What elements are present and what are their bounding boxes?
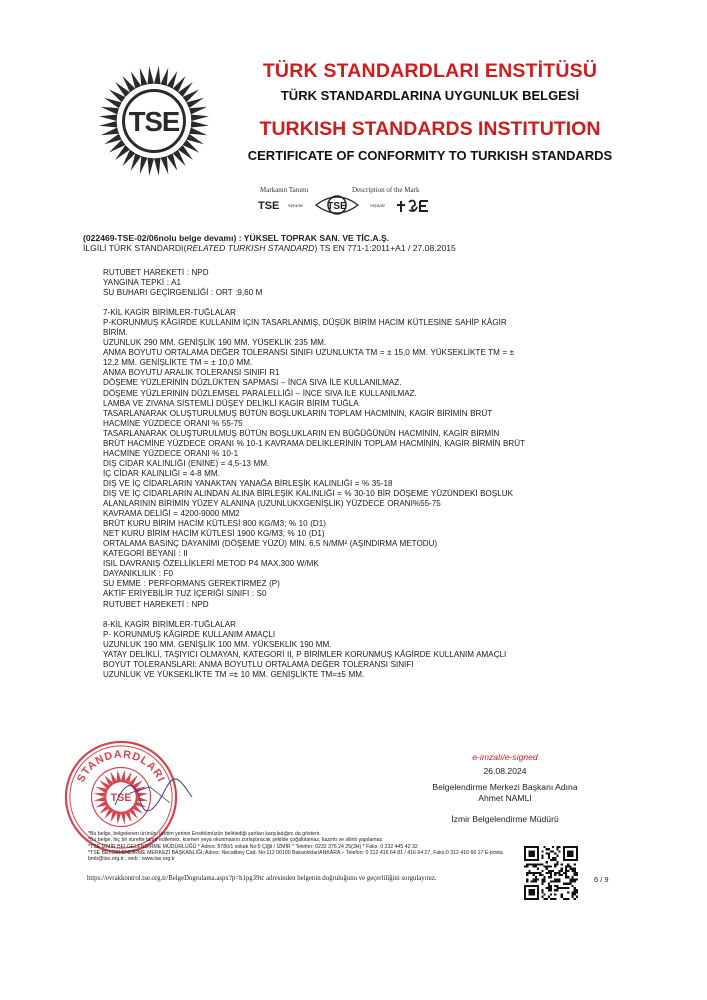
footnote-line: *TSE BELGELENDİRME MERKEZİ BAŞKANLIĞI; Adres: Necatibey Cad. No:112 06100 Bakanlıklar/ANKARA – Telefon: 0 312 416 64 81 / 416 64 27, Faks:0 312 416 66 17 E-posta [88,849,503,856]
related-standard-label: İLGİLİ TÜRK STANDARDI( [83,243,187,253]
footnote-line: *Bu belge, belgelenen ürünün, üretim yerinin Enstitümüzün belirlediği şartları karşıladığını da gösterir. [88,831,321,837]
mark-text-tse: TSE [258,200,280,212]
body-line: UZUNLUK 190 MM. GENİŞLİK 100 MM. YÜKSEKLİK 190 MM. [103,639,332,649]
footnote-line: *Bu belge, hiç bir surette tahrif edilemez, kısmen veya okunmasını zorlaştıracak şekilde çoğaltılamaz, kazıntı ve silinti yapılamaz. [88,837,384,844]
body-line: YATAY DELİKLİ, TAŞIYICI OLMAYAN, KATEGORİ II, P BİRİMLER KORUNMUŞ KÂGİRDE KULLANIM AMAÇLI [103,649,507,659]
footnote-line: *TSE İZMİR BELGELENDİRME MÜDÜRLÜĞÜ * Adres: 8780/1 sokak No:5 Çiğli / İZMİR * Telefon: 0232 376 24 25(3H) * Faks: 0 232 445 42 32 [88,843,418,850]
body-line: KATEGORİ BEYANI : II [103,549,188,559]
verification-url[interactable]: https://evrakkontrol.tse.org.tr/BelgeDogrulama.aspx?p=h1pg39tc adresinden belgenin doğruluğunu ve geçerliliğini sorgulayınız. [87,875,437,882]
body-line: RUTUBET HAREKETİ : NPD [103,599,209,609]
qr-code[interactable] [524,846,578,900]
signature-date: 26.08.2024 [483,766,527,776]
body-line: ISIL DAVRANIŞ ÖZELLİKLERİ METOD P4 MAX.300 W/MK [103,559,319,569]
body-line: HACMİNE YÜZDECE ORANI % 55-75 [103,418,243,428]
body-line: UZUNLUK 290 MM. GENİŞLİK 190 MM. YÜSEKLİK 235 MM. [103,338,327,348]
certificate-reference: (022469-TSE-02/06nolu belge devamı) : YÜKSEL TOPRAK SAN. VE TİC.A.Ş. [83,233,390,243]
mark-logo-icon [312,191,362,219]
signature-block [380,752,630,824]
footnote-line: bmb@tse.org.tr , web : www.tse.org.tr [88,856,175,863]
body-line: BOYUT TOLERANSLARI: ANMA BOYUTLU ORTALAMA DEĞER TOLERANSI SINIFI [103,659,414,669]
body-line: TASARLANARAK OLUŞTURULMUŞ BÜTÜN BOŞLUKLARIN TOPLAM HACMİNİN, KAGİR BİRİMİN BRÜT [103,408,493,418]
body-line: 12,2 MM. GENİŞLİKTE TM = ± 10,0 MM. [103,358,253,368]
properties-block-1 [103,268,623,298]
signatory-title: İzmir Belgelendirme Müdürü [451,814,559,824]
body-line: SU EMME : PERFORMANS GEREKTİRMEZ (P) [103,579,280,589]
e-signed-label: e-imzalı/e-signed [472,752,538,762]
body-line: NET KURU BİRİM HACİM KÜTLESİ 1900 KG/M3; % 10 (D1) [103,529,325,539]
seal-center-text: TSE [110,791,132,804]
body-line: DAYANIKLILIK : F0 [103,569,174,579]
body-line: KAVRAMA DELİĞİ = 4200-9000 MM2 [103,509,240,519]
body-line: 8-KİL KAGİR BİRİMLER-TUĞLALAR [103,619,236,629]
mark-veya-1: veya/or [288,204,303,209]
handwritten-signature [110,775,200,815]
body-line: ANMA BOYUTU ORTALAMA DEĞER TOLERANSI SINIFI UZUNLUKTA TM = ± 15,0 MM. YÜKSEKLİKTE TM = ± [103,348,515,358]
certificate-subtitle-tr: TÜRK STANDARDLARINA UYGUNLUK BELGESİ [280,88,580,103]
certificate-body [103,268,623,680]
body-line: LAMBA VE ZIVANA SİSTEMLİ DÜŞEY DELİKLİ KAGİR BİRİM TUĞLA [103,398,359,408]
body-line: BİRİM. [103,328,128,338]
signatory-name: Ahmet NAMLI [478,793,532,803]
mark-veya-2: veya/or [370,204,385,209]
body-line: DÖŞEME YÜZLERİNİN DÜZLÜKTEN SAPMASI – İNCA SIVA İLE KULLANILMAZ. [103,378,402,388]
body-line: ANMA BOYUTU ARALIK TOLERANSI SINIFI R1 [103,368,280,378]
mark-logo-text: TSE [327,201,347,212]
page-number: 6 / 9 [594,875,609,884]
logo-text: TSE [128,105,180,137]
body-line: BRÜT KURU BİRİM HACİM KÜTLESİ 800 KG/M3; % 10 (D1) [103,519,326,529]
body-line: RUTUBET HAREKETİ : NPD [103,268,209,277]
body-line: ORTALAMA BASINÇ DAYANIMI (DÖŞEME YÜZÜ) MİN. 6,5 N/MM² (AŞINDIRMA METODU) [103,539,438,549]
institute-title-tr: TÜRK STANDARDLARI ENSTİTÜSÜ [262,60,598,82]
body-line: TASARLANARAK OLUŞTURULMUŞ BÜTÜN BOŞLUKLARIN EN BÜĞÜĞÜNÜN HACMİNİN, KAGİR BİRMİN [103,428,500,438]
mark-stylized-icon [395,199,431,213]
body-line: UZUNLUK VE YÜKSEKLİKTE TM =± 10 MM. GENİŞLİKTE TM=±5 MM. [103,669,365,679]
body-line: BRÜT HACMİNE YÜZDECE ORANI % 10-1 KAVRAMA DELİKLERİNİN TOPLAM HACMİNİN, KAGİR BİRMİN BRÜT [103,438,526,448]
body-line: YANGINA TEPKİ : A1 [103,278,181,288]
related-standard [83,243,456,253]
body-line: P- KORUNMUŞ KÂGİRDE KULLANIM AMAÇLI [103,629,276,639]
mark-description [240,186,470,222]
related-standard-en: RELATED TURKISH STANDARD [186,243,315,253]
certificate-subtitle-en: CERTIFICATE OF CONFORMITY TO TURKISH STANDARDS [247,148,613,163]
body-line: P-KORUNMUŞ KÂGİRDE KULLANIM İÇİN TASARLANMIŞ, DÜŞÜK BİRİM HACİM KÜTLESİNE SAHİP KÂGİR [103,318,507,328]
body-line: 7-KİL KAGİR BİRİMLER-TUĞLALAR [103,308,236,318]
mark-label-tr: Markanın Tanımı [260,186,309,194]
body-line: ALANLARININ BİRİMİN YÜZEY ALANINA (UZUNLUKXGENİŞLİK) YÜZDECE ORANI%55-75 [103,499,441,509]
related-standard-value: ) TS EN 771-1:2011+A1 / 27.08.2015 [314,243,456,253]
signatory-role: Belgelendirme Merkezi Başkanı Adına [432,782,578,792]
properties-block-7 [103,308,623,609]
body-line: HACMİNE YÜZDECE ORANI % 10-1 [103,448,239,458]
mark-label-en: Description of the Mark [352,186,420,194]
body-line: DIŞ CİDAR KALINLIĞI (ENİNE) = 4,5-13 MM. [103,458,270,468]
tse-logo [95,62,213,180]
body-line: SU BUHARI GEÇİRGENLİĞİ : ORT :9,60 M [103,288,263,298]
body-line: AKTİF ERİYEBİLİR TUZ İÇERİĞİ SINIFI : S0 [103,589,267,599]
body-line: DIŞ VE İÇ CİDARLARIN YANAKTAN YANAĞA BİRLEŞİK KALINLIĞI = % 35-18 [103,478,393,488]
institute-title-en: TURKISH STANDARDS INSTITUTION [259,118,601,140]
seal-top-text: STANDARDLARI [74,748,168,785]
body-line: İÇ CİDAR KALINLIĞI = 4-8 MM. [103,468,220,478]
body-line: DIŞ VE İÇ CİDARLARIN ALINDAN ALINA BİRLEŞİK KALINLIĞI = % 30-10 BİR DÖŞEME YÜZÜNDEKİ BOŞLUK [103,488,513,498]
properties-block-8 [103,620,623,680]
body-line: DÖŞEME YÜZLERİNİN DÜZLEMSEL PARALELLİĞİ – İNCE SIVA İLE KULLANILMAZ. [103,388,417,398]
